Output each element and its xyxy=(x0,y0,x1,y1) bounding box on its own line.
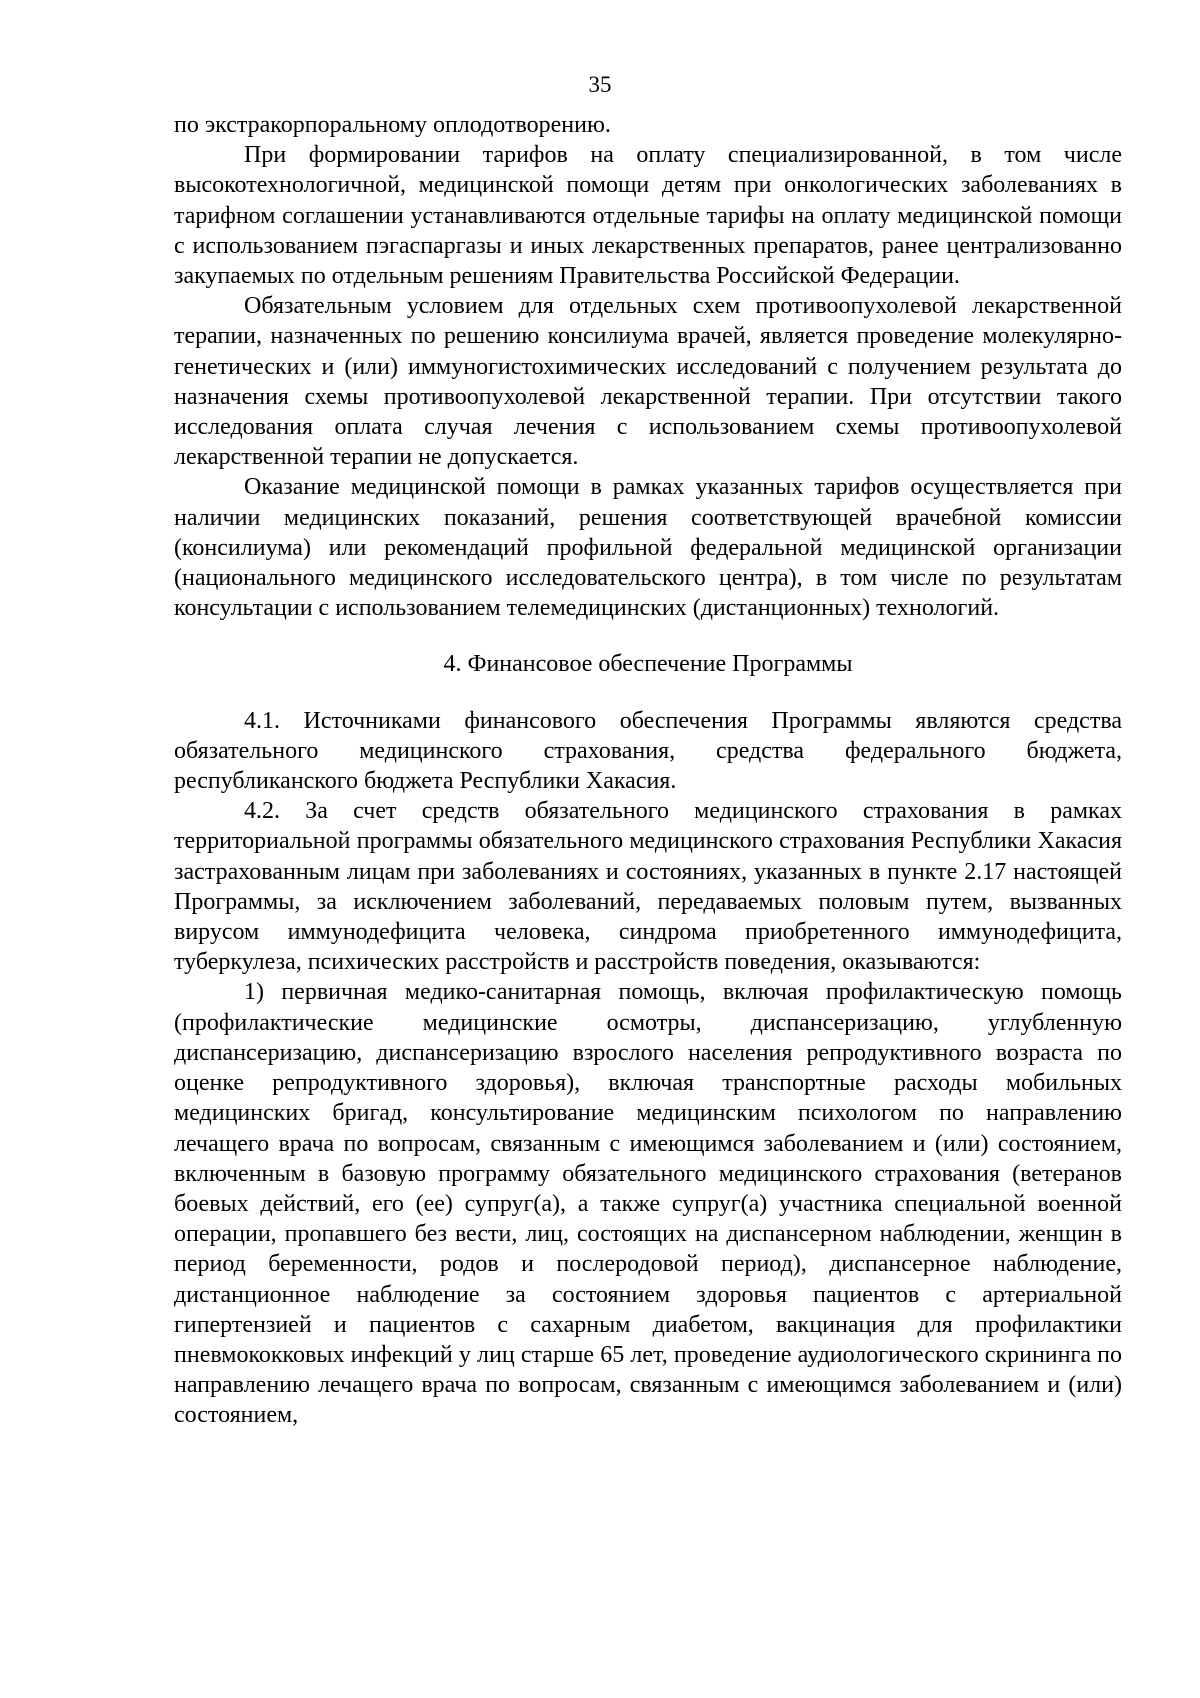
paragraph-4-2: 4.2. За счет средств обязательного медицинского страхования в рамках территориальной программы обязательного медицинского страхования Республики Хакасия застрахованным лицам при заболеваниях и состояниях, указанных в пункте 2.17 настоящей Программы, за исключением заболеваний, передаваемых половым путем, вызванных вирусом иммунодефицита человека, синдрома приобретенного иммунодефицита, туберкулеза, психических расстройств и расстройств поведения, оказываются: xyxy=(174,798,1122,976)
paragraph-mandatory-condition: Обязательным условием для отдельных схем противоопухолевой лекарственной терапии, назначенных по решению консилиума врачей, является проведение молекулярно-генетических и (или) иммуногистохимических исследований с получением результата до назначения схемы противоопухолевой лекарственной терапии. При отсутствии такого исследования оплата случая лечения с использованием схемы противоопухолевой лекарственной терапии не допускается. xyxy=(174,293,1122,471)
section-heading: 4. Финансовое обеспечение Программы xyxy=(443,651,853,678)
paragraph-care-provision: Оказание медицинской помощи в рамках указанных тарифов осуществляется при наличии медицинских показаний, решения соответствующей врачебной комиссии (консилиума) или рекомендаций профильной федеральной медицинской организации (национального медицинского исследовательского центра), в том числе по результатам консультации с использованием телемедицинских (дистанционных) технологий. xyxy=(174,474,1122,622)
document-body xyxy=(174,110,1122,1431)
paragraph-4-1: 4.1. Источниками финансового обеспечения Программы являются средства обязательного медицинского страхования, средства федерального бюджета, республиканского бюджета Республики Хакасия. xyxy=(174,707,1122,795)
list-item-1: 1) первичная медико-санитарная помощь, включая профилактическую помощь (профилактические медицинские осмотры, диспансеризацию, углубленную диспансеризацию, диспансеризацию взрослого населения репродуктивного возраста по оценке репродуктивного здоровья), включая транспортные расходы мобильных медицинских бригад, консультирование медицинским психологом по направлению лечащего врача по вопросам, связанным с имеющимся заболеванием и (или) состоянием, включенным в базовую программу обязательного медицинского страхования (ветеранов боевых действий, его (ее) супруг(а), а также супруг(а) участника специальной военной операции, пропавшего без вести, лиц, состоящих на диспансерном наблюдении, женщин в период беременности, родов и послеродовой период), диспансерное наблюдение, дистанционное наблюдение за состоянием здоровья пациентов с артериальной гипертензией и пациентов с сахарным диабетом, вакцинация для профилактики пневмококковых инфекций у лиц старше 65 лет, проведение аудиологического скрининга по направлению лечащего врача по вопросам, связанным с имеющимся заболеванием и (или) состоянием, xyxy=(174,979,1122,1429)
paragraph-tariffs: При формировании тарифов на оплату специализированной, в том числе высокотехнологичной, медицинской помощи детям при онкологических заболеваниях в тарифном соглашении устанавливаются отдельные тарифы на оплату медицинской помощи с использованием пэгаспаргазы и иных лекарственных препаратов, ранее централизованно закупаемых по отдельным решениям Правительства Российской Федерации. xyxy=(174,142,1122,290)
page-number: 35 xyxy=(588,72,612,97)
paragraph-continuation: по экстракорпоральному оплодотворению. xyxy=(174,112,611,138)
